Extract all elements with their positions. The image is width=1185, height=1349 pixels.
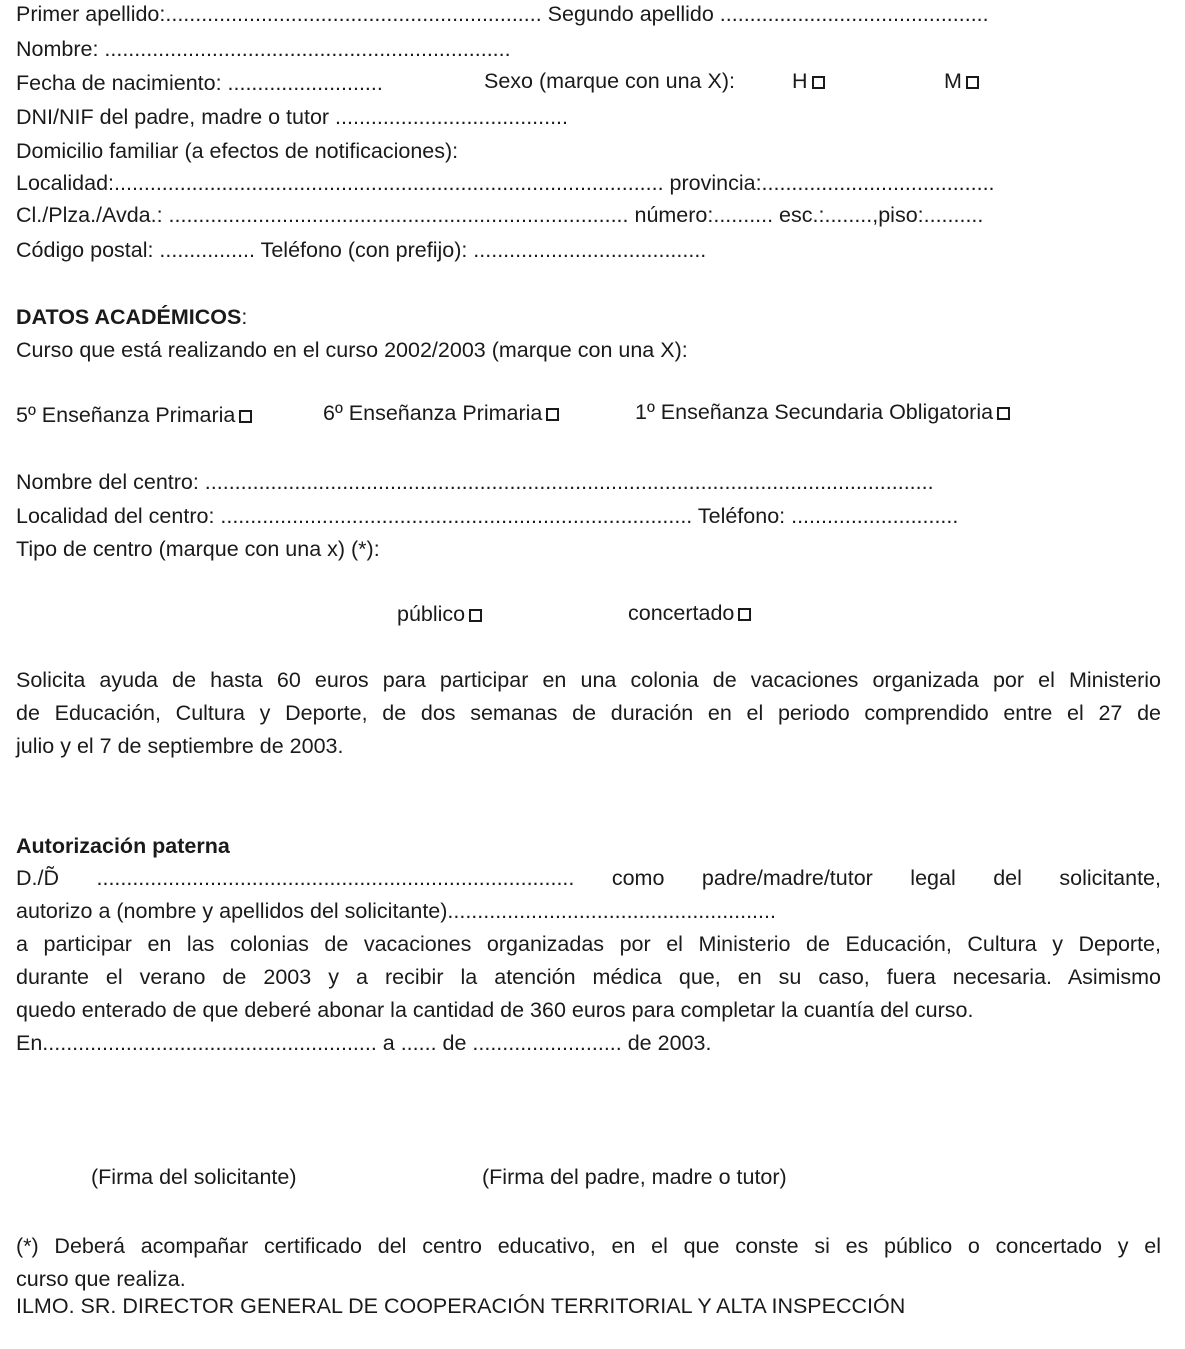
autorizacion-line-3: a participar en las colonias de vacaciones organizadas por el Ministerio de Educación, Cultura y Deporte, <box>16 932 1161 956</box>
dni-line: DNI/NIF del padre, madre o tutor ....................................... <box>16 105 569 129</box>
concertado-label: concertado <box>628 601 735 625</box>
autorizacion-line-6: En........................................................ a ...... de ......................... de 2003. <box>16 1031 712 1055</box>
opcion-6-label: 6º Enseñanza Primaria <box>323 401 543 425</box>
opcion-5-checkbox[interactable] <box>239 410 252 423</box>
opcion-6-checkbox[interactable] <box>546 408 559 421</box>
sexo-m-label: M <box>944 69 962 93</box>
publico-option <box>397 604 482 626</box>
fecha-nacimiento-line: Fecha de nacimiento: .......................... <box>16 71 383 95</box>
opcion-1-eso <box>635 402 1010 424</box>
solicitud-line-3: julio y el 7 de septiembre de 2003. <box>16 734 344 758</box>
localidad-line: Localidad:............................................................................................ provincia:....................................... <box>16 171 995 195</box>
nombre-line: Nombre: .................................................................... <box>16 37 511 61</box>
autorizacion-line-2: autorizo a (nombre y apellidos del solicitante)....................................................... <box>16 899 776 923</box>
nota-line-1: (*) Deberá acompañar certificado del centro educativo, en el que conste si es público o concertado y el <box>16 1234 1161 1258</box>
sexo-h-checkbox[interactable] <box>812 76 825 89</box>
nombre-centro-line: Nombre del centro: .......................................................................................................................... <box>16 470 934 494</box>
calle-line: Cl./Plza./Avda.: ............................................................................. número:.......... esc.:........,piso:.......... <box>16 203 984 227</box>
solicitud-line-2: de Educación, Cultura y Deporte, de dos semanas de duración en el periodo comprendido entre el 27 de <box>16 701 1161 725</box>
autorizacion-line-4: durante el verano de 2003 y a recibir la atención médica que, en su caso, fuera necesaria. Asimismo <box>16 965 1161 989</box>
opcion-1eso-checkbox[interactable] <box>997 407 1010 420</box>
destinatario-line: ILMO. SR. DIRECTOR GENERAL DE COOPERACIÓN TERRITORIAL Y ALTA INSPECCIÓN <box>16 1294 906 1318</box>
solicitud-paragraph <box>16 664 1161 763</box>
opcion-6-primaria <box>323 403 559 425</box>
opcion-5-primaria <box>16 405 252 427</box>
firma-solicitante: (Firma del solicitante) <box>91 1165 297 1189</box>
concertado-option <box>628 603 751 625</box>
autorizacion-line-1: D./D̃ ................................................................................ como padre/madre/tutor legal del solicitante, <box>16 866 1161 890</box>
opcion-1eso-label: 1º Enseñanza Secundaria Obligatoria <box>635 400 994 424</box>
curso-pregunta: Curso que está realizando en el curso 2002/2003 (marque con una X): <box>16 338 688 362</box>
sexo-m-checkbox[interactable] <box>966 76 979 89</box>
solicitud-line-1: Solicita ayuda de hasta 60 euros para participar en una colonia de vacaciones organizada por el Ministerio <box>16 668 1161 692</box>
sexo-label: Sexo (marque con una X): <box>484 69 735 93</box>
codigo-postal-line: Código postal: ................ Teléfono (con prefijo): ....................................... <box>16 238 707 262</box>
sexo-h-label: H <box>792 69 808 93</box>
tipo-centro-line: Tipo de centro (marque con una x) (*): <box>16 537 380 561</box>
academicos-heading-colon: : <box>241 305 248 329</box>
sexo-m-option <box>944 71 979 93</box>
primer-apellido-line: Primer apellido:............................................................... Segundo apellido ............................................. <box>16 2 989 26</box>
opcion-5-label: 5º Enseñanza Primaria <box>16 403 236 427</box>
publico-checkbox[interactable] <box>469 609 482 622</box>
domicilio-line: Domicilio familiar (a efectos de notificaciones): <box>16 139 459 163</box>
academicos-heading <box>16 307 247 329</box>
autorizacion-heading: Autorización paterna <box>16 834 230 858</box>
nota-line-2: curso que realiza. <box>16 1267 186 1291</box>
firma-padre: (Firma del padre, madre o tutor) <box>482 1165 787 1189</box>
academicos-heading-text: DATOS ACADÉMICOS <box>16 305 242 329</box>
autorizacion-paragraph <box>16 862 1161 1060</box>
publico-label: público <box>397 602 466 626</box>
nota-paragraph <box>16 1230 1161 1296</box>
localidad-centro-line: Localidad del centro: ............................................................................... Teléfono: ............................ <box>16 504 959 528</box>
concertado-checkbox[interactable] <box>738 608 751 621</box>
autorizacion-line-5: quedo enterado de que deberé abonar la cantidad de 360 euros para completar la cuantía del curso. <box>16 998 974 1022</box>
sexo-h-option <box>792 71 825 93</box>
